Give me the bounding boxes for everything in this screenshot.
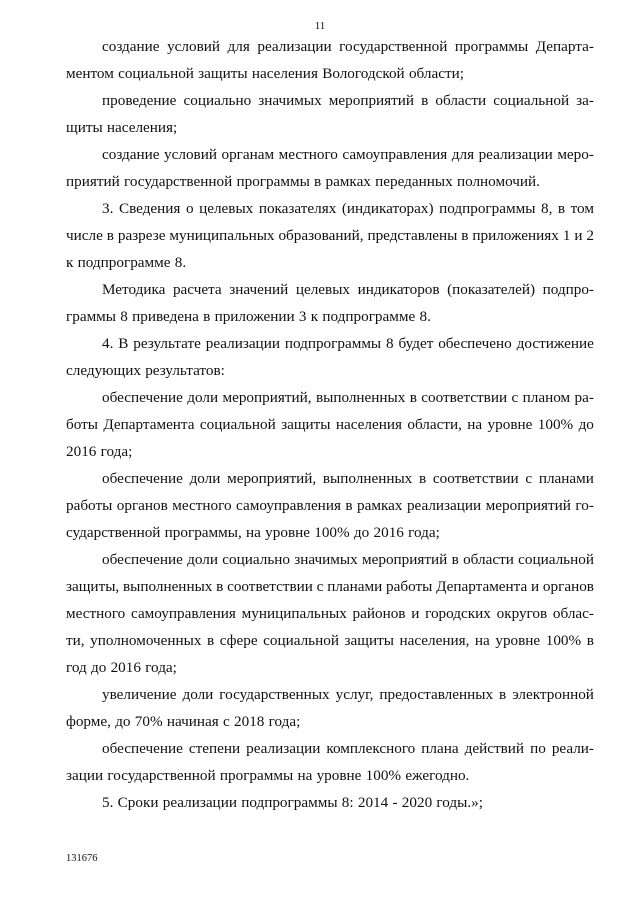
text-line: щиты населения; xyxy=(66,119,178,136)
text-line: 5. Сроки реализации подпрограммы 8: 2014 - 2020 годы.»; xyxy=(102,794,483,811)
text-line: создание условий для реализации государственной программы Департа- xyxy=(102,38,594,55)
text-line: ти, уполномоченных в сфере социальной защиты населения, на уровне 100% в xyxy=(66,632,594,649)
text-line: форме, до 70% начиная с 2018 года; xyxy=(66,713,301,730)
text-line: местного самоуправления муниципальных районов и городских округов облас- xyxy=(66,605,594,622)
text-line: к подпрограмме 8. xyxy=(66,254,187,271)
text-line: боты Департамента социальной защиты населения области, на уровне 100% до xyxy=(66,416,594,433)
text-line: 4. В результате реализации подпрограммы 8 будет обеспечено достижение xyxy=(102,335,594,352)
page-number: 11 xyxy=(314,20,326,32)
text-line: сударственной программы, на уровне 100% до 2016 года; xyxy=(66,524,440,541)
text-line: обеспечение доли мероприятий, выполненных в соответствии с планом ра- xyxy=(102,389,594,406)
document-body xyxy=(66,33,594,816)
text-line: защиты, выполненных в соответствии с планами работы Департамента и органов xyxy=(66,578,594,595)
text-line: создание условий органам местного самоуправления для реализации меро- xyxy=(102,146,594,163)
text-line: год до 2016 года; xyxy=(66,659,177,676)
text-line: следующих результатов: xyxy=(66,362,225,379)
text-line: граммы 8 приведена в приложении 3 к подпрограмме 8. xyxy=(66,308,431,325)
text-line: проведение социально значимых мероприятий в области социальной за- xyxy=(102,92,594,109)
text-line: приятий государственной программы в рамках переданных полномочий. xyxy=(66,173,540,190)
text-line: увеличение доли государственных услуг, предоставленных в электронной xyxy=(102,686,594,703)
text-line: ментом социальной защиты населения Вологодской области; xyxy=(66,65,464,82)
text-line: 2016 года; xyxy=(66,443,133,460)
text-line: работы органов местного самоуправления в рамках реализации мероприятий го- xyxy=(66,497,594,514)
text-line: Методика расчета значений целевых индикаторов (показателей) подпро- xyxy=(102,281,594,298)
text-line: зации государственной программы на уровне 100% ежегодно. xyxy=(66,767,470,784)
document-code: 131676 xyxy=(66,853,98,864)
text-line: 3. Сведения о целевых показателях (индикаторах) подпрограммы 8, в том xyxy=(102,200,594,217)
text-line: обеспечение степени реализации комплексного плана действий по реали- xyxy=(102,740,594,757)
text-line: числе в разрезе муниципальных образований, представлены в приложениях 1 и 2 xyxy=(66,227,594,244)
text-line: обеспечение доли социально значимых мероприятий в области социальной xyxy=(102,551,594,568)
text-line: обеспечение доли мероприятий, выполненных в соответствии с планами xyxy=(102,470,594,487)
